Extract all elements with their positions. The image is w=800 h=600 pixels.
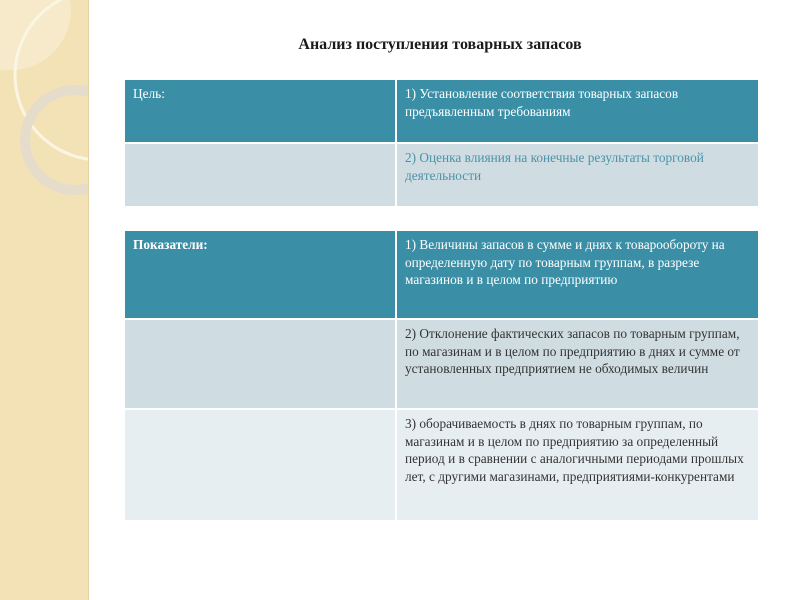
empty-cell — [124, 319, 396, 409]
indicators-table — [123, 229, 760, 522]
table-row — [124, 143, 759, 207]
table-row — [124, 230, 759, 319]
indicator-item: 2) Отклонение фактических запасов по товарным группам, по магазинам и в целом по предприятию в днях и сумме от установленных предприятием не обходимых величин — [396, 319, 759, 409]
indicator-item: 3) оборачиваемость в днях по товарным группам, по магазинам и в целом по предприятию за определенный период и в сравнении с аналогичными периодами прошлых лет, с другими магазинами, предприятиями-конкурентами — [396, 409, 759, 521]
indicator-item: 1) Величины запасов в сумме и днях к товарообороту на определенную дату по товарным группам, в разрезе магазинов и в целом по предприятию — [396, 230, 759, 319]
empty-cell — [124, 143, 396, 207]
empty-cell — [124, 409, 396, 521]
table-row — [124, 409, 759, 521]
table-row — [124, 79, 759, 143]
decorative-sidebar — [0, 0, 89, 600]
goal-label: Цель: — [124, 79, 396, 143]
goal-item: 1) Установление соответствия товарных запасов предъявленным требованиям — [396, 79, 759, 143]
table-row — [124, 319, 759, 409]
slide-title: Анализ поступления товарных запасов — [298, 36, 582, 53]
goal-table — [123, 78, 760, 208]
decorative-circles-icon — [0, 0, 88, 600]
goal-item: 2) Оценка влияния на конечные результаты торговой деятельности — [396, 143, 759, 207]
indicators-label: Показатели: — [124, 230, 396, 319]
